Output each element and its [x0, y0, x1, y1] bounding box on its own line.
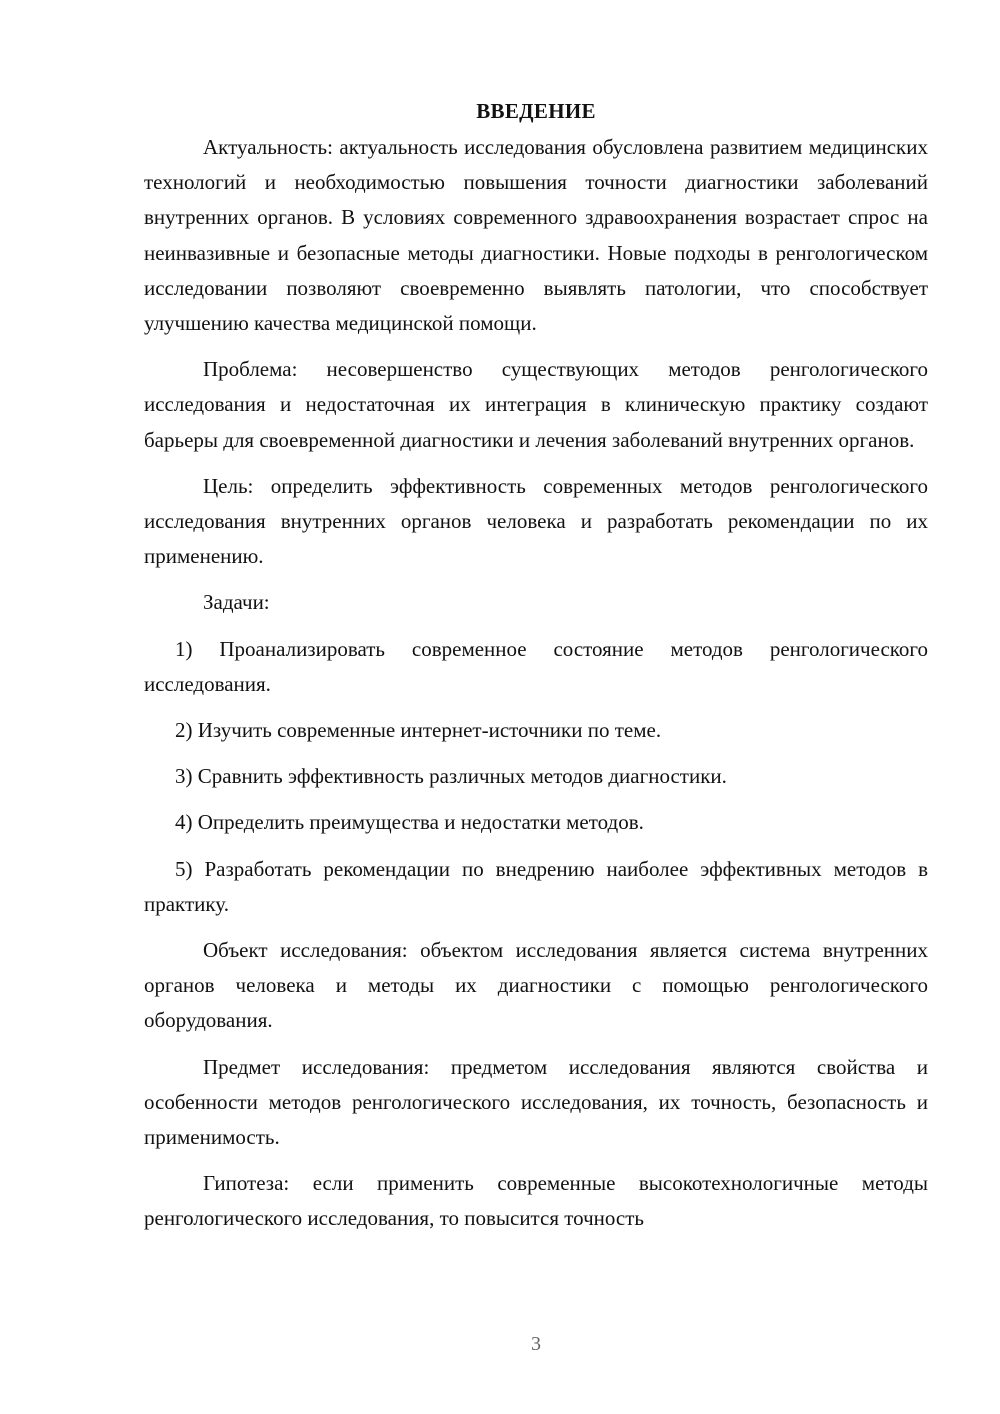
task-item-4: 4) Определить преимущества и недостатки методов. — [175, 810, 644, 835]
paragraph-relevance: Актуальность: актуальность исследования обусловлена развитием медицинских технологий и необходимостью повышения точности диагностики заболеваний внутренних органов. В условиях современного здравоохранения возрастает спрос на неинвазивные и безопасные методы диагностики. Новые подходы в ренгологическом исследовании позволяют своевременно выявлять патологии, что способствует улучшению качества медицинской помощи. — [144, 135, 928, 336]
task-item-3: 3) Сравнить эффективность различных методов диагностики. — [175, 764, 727, 789]
task-item-1: 1) Проанализировать современное состояние методов ренгологического исследования. — [144, 636, 928, 696]
paragraph-hypothesis: Гипотеза: если применить современные высокотехнологичные методы ренгологического исследования, то повысится точность — [144, 1171, 928, 1231]
page-content — [144, 94, 928, 1248]
task-item-5: 5) Разработать рекомендации по внедрению наиболее эффективных методов в практику. — [144, 856, 928, 916]
paragraph-tasks-label: Задачи: — [203, 590, 270, 615]
task-item-2: 2) Изучить современные интернет-источники по теме. — [175, 718, 662, 743]
paragraph-problem: Проблема: несовершенство существующих методов ренгологического исследования и недостаточная их интеграция в клиническую практику создают барьеры для своевременной диагностики и лечения заболеваний внутренних органов. — [144, 357, 928, 452]
page-number: 3 — [531, 1333, 541, 1355]
section-heading: ВВЕДЕНИЕ — [476, 99, 596, 123]
paragraph-object: Объект исследования: объектом исследования является система внутренних органов человека и методы их диагностики с помощью ренгологического оборудования. — [144, 938, 928, 1033]
paragraph-goal: Цель: определить эффективность современных методов ренгологического исследования внутренних органов человека и разработать рекомендации по их применению. — [144, 473, 928, 569]
paragraph-subject: Предмет исследования: предметом исследования являются свойства и особенности методов ренгологического исследования, их точность, безопасность и применимость. — [144, 1054, 928, 1150]
